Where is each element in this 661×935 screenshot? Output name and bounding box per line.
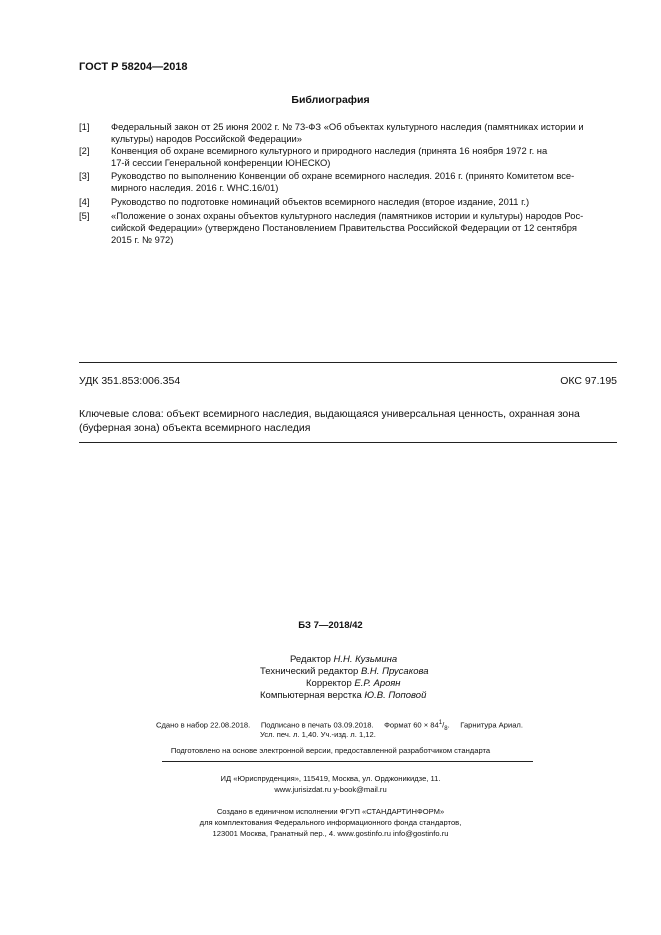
- editor-name: Н.Н. Кузьмина: [333, 654, 398, 665]
- editor-line: [290, 654, 397, 667]
- layout-line: [260, 690, 426, 703]
- divider-bottom: [79, 442, 617, 443]
- entry-number: [3]: [79, 170, 90, 181]
- keywords-line: Ключевые слова: объект всемирного наследия, выдающаяся универсальная ценность, охранная зона: [79, 408, 580, 420]
- udk-code: УДК 351.853:006.354: [79, 375, 181, 387]
- entry-number: [4]: [79, 196, 90, 207]
- bibliography-entry: [79, 121, 617, 145]
- divider-top: [79, 362, 617, 363]
- bibliography-entry: [79, 145, 617, 169]
- entry-text-line: мирного наследия. 2016 г. WHC.16/01): [111, 182, 279, 193]
- bz-number: БЗ 7—2018/42: [298, 620, 363, 631]
- prepared-note: Подготовлено на основе электронной версии, предоставленной разработчиком стандарта: [170, 746, 491, 755]
- keywords-line: (буферная зона) объекта всемирного наследия: [79, 422, 311, 434]
- entry-text-line: 2015 г. № 972): [111, 234, 174, 245]
- format-numerator: 1: [438, 720, 443, 726]
- entry-text-line: Федеральный закон от 25 июня 2002 г. № 73-ФЗ «Об объектах культурного наследия (памятниках истории и: [111, 121, 584, 132]
- typeface: Гарнитура Ариал.: [460, 720, 523, 730]
- entry-text-line: «Положение о зонах охраны объектов культурного наследия (памятников истории и культуры) народов Рос-: [111, 210, 584, 221]
- imprint-divider: [162, 761, 533, 762]
- editor-role: Редактор: [290, 654, 331, 665]
- entry-text-line: культуры) народов Российской Федерации»: [111, 133, 303, 144]
- oks-code: ОКС 97.195: [560, 375, 617, 387]
- layout-name: Ю.В. Поповой: [364, 690, 427, 701]
- format: Формат 60 × 84: [384, 720, 439, 730]
- entry-number: [5]: [79, 210, 90, 221]
- bibliography-title: Библиография: [291, 94, 370, 106]
- corrector-line: [306, 678, 401, 691]
- created-contacts: 123001 Москва, Гранатный пер., 4. www.gostinfo.ru info@gostinfo.ru: [212, 829, 449, 838]
- keywords: [79, 407, 617, 435]
- bibliography-entry: [79, 196, 617, 208]
- publisher-contacts: www.jurisizdat.ru y-book@mail.ru: [274, 785, 387, 794]
- print-details-line: Сдано в набор 22.08.2018. Подписано в печать 03.09.2018. Формат $60 \times 84^1/_8$. Гарнитура Ариал.: [156, 720, 523, 733]
- corrector-role: Корректор: [306, 678, 352, 689]
- tech-editor-line: [260, 666, 429, 679]
- signed-date: Подписано в печать 03.09.2018.: [260, 720, 374, 730]
- bibliography-entry: [79, 210, 617, 246]
- entry-text-line: сийской Федерации» (утверждено Постановлением Правительства Российской Федерации от 12 сентября: [111, 222, 577, 233]
- entry-number: [1]: [79, 121, 90, 132]
- print-sheets-line: Усл. печ. л. 1,40. Уч.-изд. л. 1,12.: [260, 730, 376, 739]
- bibliography-entry: [79, 170, 617, 194]
- format-period: .: [447, 720, 450, 730]
- created-line: Создано в единичном исполнении ФГУП «СТАНДАРТИНФОРМ»: [216, 807, 445, 816]
- tech-editor-name: В.Н. Прусакова: [360, 666, 429, 677]
- typeset-date: Сдано в набор 22.08.2018.: [156, 720, 251, 730]
- entry-text-line: 17-й сессии Генеральной конференции ЮНЕСКО): [111, 157, 331, 168]
- layout-role: Компьютерная верстка: [260, 690, 362, 701]
- standard-header: ГОСТ Р 58204—2018: [79, 61, 188, 73]
- entry-text-line: Руководство по выполнению Конвенции об охране всемирного наследия. 2016 г. (принято Комитетом все-: [111, 170, 575, 181]
- tech-editor-role: Технический редактор: [260, 666, 359, 677]
- publisher-line: ИД «Юриспруденция», 115419, Москва, ул. Орджоникидзе, 11.: [220, 774, 441, 783]
- entry-text-line: Руководство по подготовке номинаций объектов всемирного наследия (второе издание, 2011 г.): [111, 196, 530, 207]
- corrector-name: Е.Р. Ароян: [354, 678, 401, 689]
- entry-text-line: Конвенция об охране всемирного культурного и природного наследия (принята 16 ноября 1972 г. на: [111, 145, 548, 156]
- entry-number: [2]: [79, 145, 90, 156]
- created-line: для комплектования Федерального информационного фонда стандартов,: [199, 818, 462, 827]
- format-denominator: 8: [444, 726, 448, 733]
